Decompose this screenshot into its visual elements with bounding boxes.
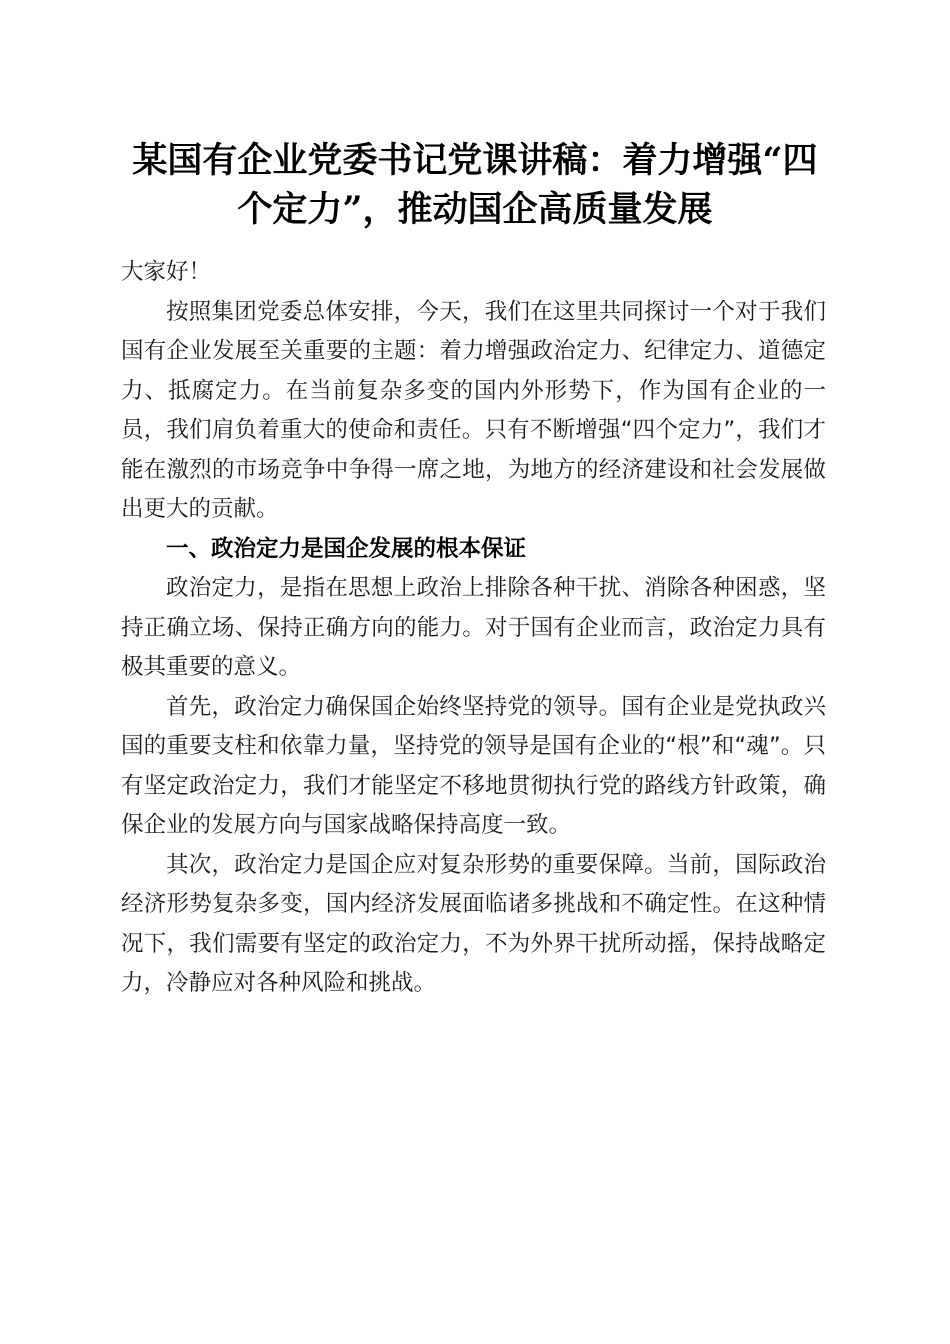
document-title xyxy=(110,136,840,234)
greeting: 大家好！ xyxy=(121,259,212,285)
section-heading-1: 一、政治定力是国企发展的根本保证 xyxy=(166,535,527,562)
body-paragraph: 政治定力，是指在思想上政治上排除各种干扰、消除各种困惑，坚持正确立场、保持正确方向的能力。对于国有企业而言，政治定力具有极其重要的意义。 xyxy=(121,575,826,680)
body-paragraph: 其次，政治定力是国企应对复杂形势的重要保障。当前，国际政治经济形势复杂多变，国内经济发展面临诸多挑战和不确定性。在这种情况下，我们需要有坚定的政治定力，不为外界干扰所动摇，保持战略定力，冷静应对各种风险和挑战。 xyxy=(121,851,826,996)
document-body xyxy=(121,253,826,1004)
intro-paragraph: 按照集团党委总体安排，今天，我们在这里共同探讨一个对于我们国有企业发展至关重要的主题：着力增强政治定力、纪律定力、道德定力、抵腐定力。在当前复杂多变的国内外形势下，作为国有企业的一员，我们肩负着重大的使命和责任。只有不断增强“四个定力”，我们才能在激烈的市场竞争中争得一席之地，为地方的经济建设和社会发展做出更大的贡献。 xyxy=(121,298,826,522)
title-line-1: 某国有企业党委书记党课讲稿：着力增强“四 xyxy=(132,140,818,181)
title-line-2: 个定力”，推动国企高质量发展 xyxy=(237,189,713,230)
body-paragraph: 首先，政治定力确保国企始终坚持党的领导。国有企业是党执政兴国的重要支柱和依靠力量，坚持党的领导是国有企业的“根”和“魂”。只有坚定政治定力，我们才能坚定不移地贯彻执行党的路线方针政策，确保企业的发展方向与国家战略保持高度一致。 xyxy=(121,693,826,838)
